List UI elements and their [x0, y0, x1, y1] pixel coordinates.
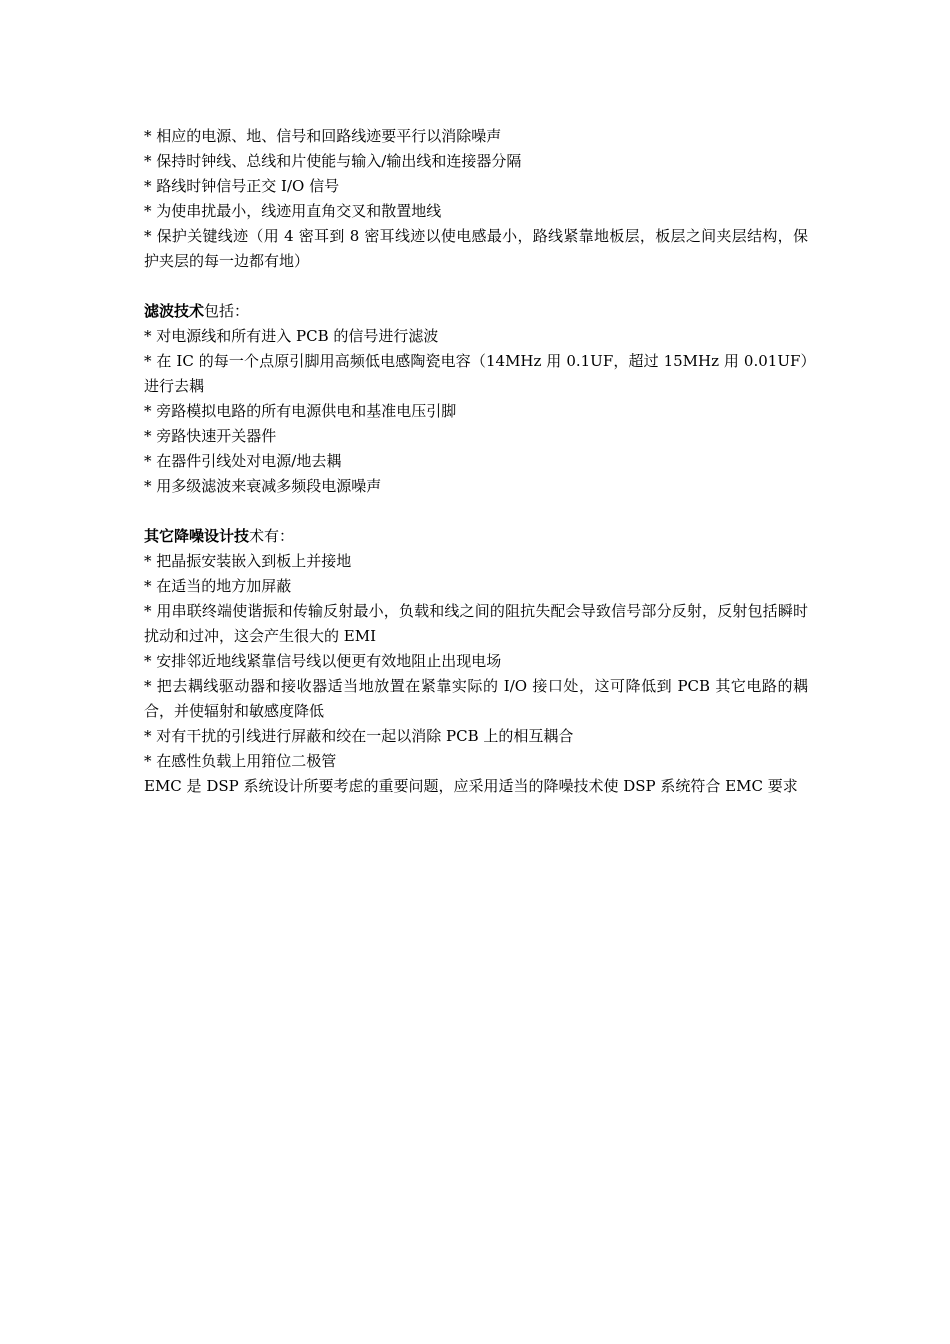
- list-item: * 对有干扰的引线进行屏蔽和绞在一起以消除 PCB 上的相互耦合: [144, 727, 574, 745]
- filtering-section: [144, 299, 808, 499]
- list-item: * 用多级滤波来衰减多频段电源噪声: [144, 477, 382, 495]
- heading-rest-text: 包括：: [204, 302, 250, 320]
- noise-reduction-section: [144, 524, 808, 799]
- list-item: * 路线时钟信号正交 I/O 信号: [144, 177, 340, 195]
- list-item: * 保护关键线迹（用 4 密耳到 8 密耳线迹以使电感最小，路线紧靠地板层，板层之间夹层结构，保护夹层的每一边都有地）: [144, 227, 808, 270]
- list-item: * 把晶振安装嵌入到板上并接地: [144, 552, 352, 570]
- heading-bold-text: 其它降噪设计技: [144, 527, 250, 545]
- list-item: * 安排邻近地线紧靠信号线以便更有效地阻止出现电场: [144, 652, 502, 670]
- list-item: * 把去耦线驱动器和接收器适当地放置在紧靠实际的 I/O 接口处，这可降低到 PCB 其它电路的耦合，并使辐射和敏感度降低: [144, 677, 808, 720]
- list-item: * 在感性负载上用箝位二极管: [144, 752, 337, 770]
- conclusion-paragraph: EMC 是 DSP 系统设计所要考虑的重要问题，应采用适当的降噪技术使 DSP 系统符合 EMC 要求: [144, 777, 798, 795]
- list-item: * 保持时钟线、总线和片使能与输入/输出线和连接器分隔: [144, 152, 522, 170]
- document-body: [144, 124, 808, 799]
- list-item: * 对电源线和所有进入 PCB 的信号进行滤波: [144, 327, 439, 345]
- routing-section: [144, 124, 808, 274]
- paragraph-spacer: [144, 499, 808, 524]
- heading-rest-text: 术有：: [249, 527, 295, 545]
- list-item: * 在器件引线处对电源/地去耦: [144, 452, 342, 470]
- list-item: * 为使串扰最小，线迹用直角交叉和散置地线: [144, 202, 442, 220]
- list-item: * 旁路快速开关器件: [144, 427, 277, 445]
- list-item: * 在适当的地方加屏蔽: [144, 577, 292, 595]
- section-heading: [144, 524, 808, 549]
- list-item: * 旁路模拟电路的所有电源供电和基准电压引脚: [144, 402, 457, 420]
- heading-bold-text: 滤波技术: [144, 302, 205, 320]
- list-item: * 在 IC 的每一个点原引脚用高频低电感陶瓷电容（14MHz 用 0.1UF，超过 15MHz 用 0.01UF）进行去耦: [144, 352, 808, 395]
- list-item: * 用串联终端使谐振和传输反射最小，负载和线之间的阻抗失配会导致信号部分反射，反射包括瞬时扰动和过冲，这会产生很大的 EMI: [144, 602, 808, 645]
- paragraph-spacer: [144, 274, 808, 299]
- section-heading: [144, 299, 808, 324]
- list-item: * 相应的电源、地、信号和回路线迹要平行以消除噪声: [144, 127, 502, 145]
